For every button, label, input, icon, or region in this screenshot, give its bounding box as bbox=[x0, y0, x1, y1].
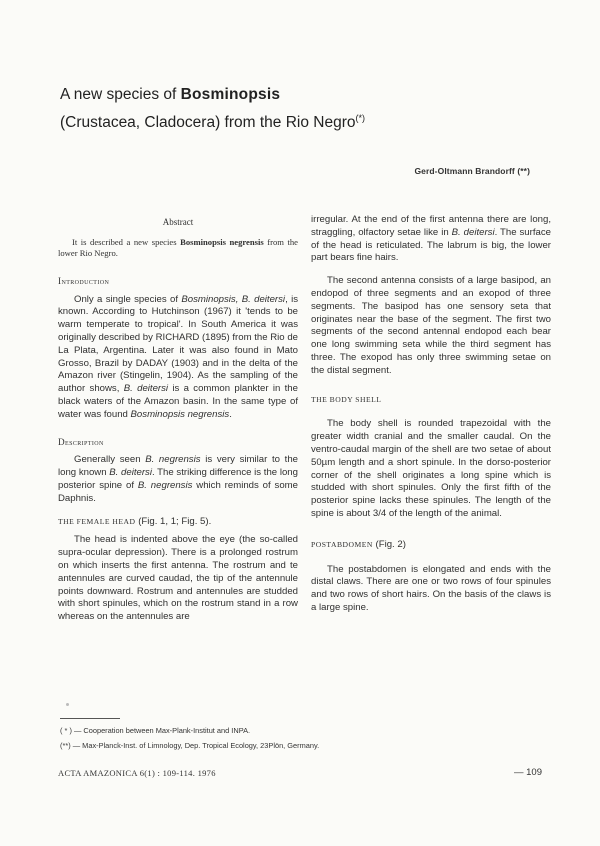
article-subtitle bbox=[60, 108, 365, 133]
author-line: Gerd-Oltmann Brandorff (**) bbox=[414, 166, 530, 176]
head-continued-paragraph bbox=[311, 214, 551, 265]
left-column bbox=[58, 216, 298, 634]
description-heading: Description bbox=[58, 436, 104, 447]
subtitle-footnote-mark: (*) bbox=[355, 113, 365, 123]
italic-run: Bosminopsis, B. deitersi bbox=[181, 293, 286, 305]
title-prefix: A new species of bbox=[60, 86, 181, 103]
footnote-rule bbox=[60, 718, 120, 719]
female-head-figs: (Fig. 1, 1; Fig. 5). bbox=[135, 515, 212, 527]
text-run: is very similar to the long known bbox=[58, 454, 298, 479]
introduction-heading: Introduction bbox=[58, 275, 110, 286]
right-column bbox=[311, 214, 551, 625]
text-run: . bbox=[229, 408, 232, 420]
italic-run: B. deitersi bbox=[109, 467, 152, 479]
italic-run: B. deitersi bbox=[123, 383, 169, 395]
journal-citation: ACTA AMAZONICA 6(1) : 109-114. 1976 bbox=[58, 768, 216, 778]
text-run: . The surface of the head is reticulated. The labrum is big, the lower part bears fine hairs. bbox=[311, 226, 551, 264]
body-shell-paragraph: The body shell is rounded trapezoidal with the greater width cranial and the smaller caudal. On the ventro-caudal margin of the shell are two setae of about 50µm length and a short spinule. In the dorso-posterior corner of the shell originates a long spine which is studded with short spinules. Only the first fifth of the posterior spine lacks these spinules. The length of the spine is about 3/4 of the length of the animal. bbox=[311, 418, 551, 519]
italic-run: B. negrensis bbox=[137, 479, 193, 491]
postabdomen-figs: (Fig. 2) bbox=[372, 538, 406, 550]
article-title bbox=[60, 85, 280, 105]
italic-run: B. deitersi bbox=[451, 226, 495, 238]
postabdomen-paragraph: The postabdomen is elongated and ends with the distal claws. There are one or two rows of four spinules and two rows of short hairs. On the basis of the claws is a large spine. bbox=[311, 563, 551, 613]
text-run: which reminds of some Daphnis. bbox=[58, 479, 298, 504]
title-species: Bosminopsis bbox=[180, 86, 281, 103]
abstract-text-part: It is described a new species bbox=[72, 236, 181, 247]
text-run: Only a single species of bbox=[74, 293, 182, 305]
italic-run: B. negrensis bbox=[145, 454, 201, 466]
introduction-paragraph bbox=[58, 294, 298, 422]
abstract-text-part: from the lower Rio Negro. bbox=[58, 236, 298, 259]
postabdomen-heading bbox=[311, 539, 551, 552]
footnote-1: ( * ) — Cooperation between Max-Plank-Institut and INPA. bbox=[60, 726, 251, 735]
page-number: — 109 bbox=[514, 767, 542, 778]
body-shell-heading: THE BODY SHELL bbox=[311, 394, 382, 404]
subtitle-text: (Crustacea, Cladocera) from the Rio Negro bbox=[60, 114, 356, 132]
second-antenna-paragraph: The second antenna consists of a large basipod, an endopod of three segments and an exopod of three segments. The basipod has one sensory seta that originates near the base of the segment. The first two segments of the second antennal endopod each bear one long swimming seta while the third segment has three. The exopod has only three swimming setae on the distal segment. bbox=[311, 275, 551, 376]
text-run: Generally seen bbox=[74, 454, 146, 466]
abstract-heading: Abstract bbox=[162, 217, 194, 227]
text-run: is a common plankter in the black waters of the Amazon basin. In the same type of water was found bbox=[58, 383, 298, 420]
page-speck bbox=[66, 703, 69, 706]
text-run: irregular. At the end of the first antenna there are long, straggling, olfactory setae like in bbox=[311, 214, 551, 238]
footnote-2: (**) — Max-Planck-Inst. of Limnology, Dep. Tropical Ecology, 23Plön, Germany. bbox=[60, 741, 320, 750]
female-head-heading bbox=[58, 516, 298, 529]
text-run: . The striking difference is the long posterior spine of bbox=[58, 467, 298, 491]
abstract-text bbox=[58, 237, 298, 260]
abstract-species: Bosminopsis negrensis bbox=[180, 236, 264, 247]
female-head-paragraph: The head is indented above the eye (the so-called supra-ocular depression). There is a prolonged rostrum on which inserts the first antenna. The rostrum and te antennules are curved caudad, the tip of the antennule points downward. Rostrum and antennules are studded with short spinules, which on the rostrum stand in a row whereas on the antennules are bbox=[58, 534, 298, 623]
text-run: , is known. According to Hutchinson (1967) it 'tends to be warm temperate to tropical'. In South America it was originally described by RICHARD (1895) from the Rio de La Plata, Argentina. Later it was also found in Mato Grosso, Brazil by DADAY (1903) and in the delta of the Amazon river (Stingelin, 1904). As the sampling of the author shows, bbox=[58, 293, 298, 395]
postabdomen-title: POSTABDOMEN bbox=[311, 539, 373, 549]
italic-run: Bosminopsis negrensis bbox=[130, 408, 230, 420]
female-head-title: THE FEMALE HEAD bbox=[58, 516, 136, 526]
description-paragraph bbox=[58, 454, 298, 505]
